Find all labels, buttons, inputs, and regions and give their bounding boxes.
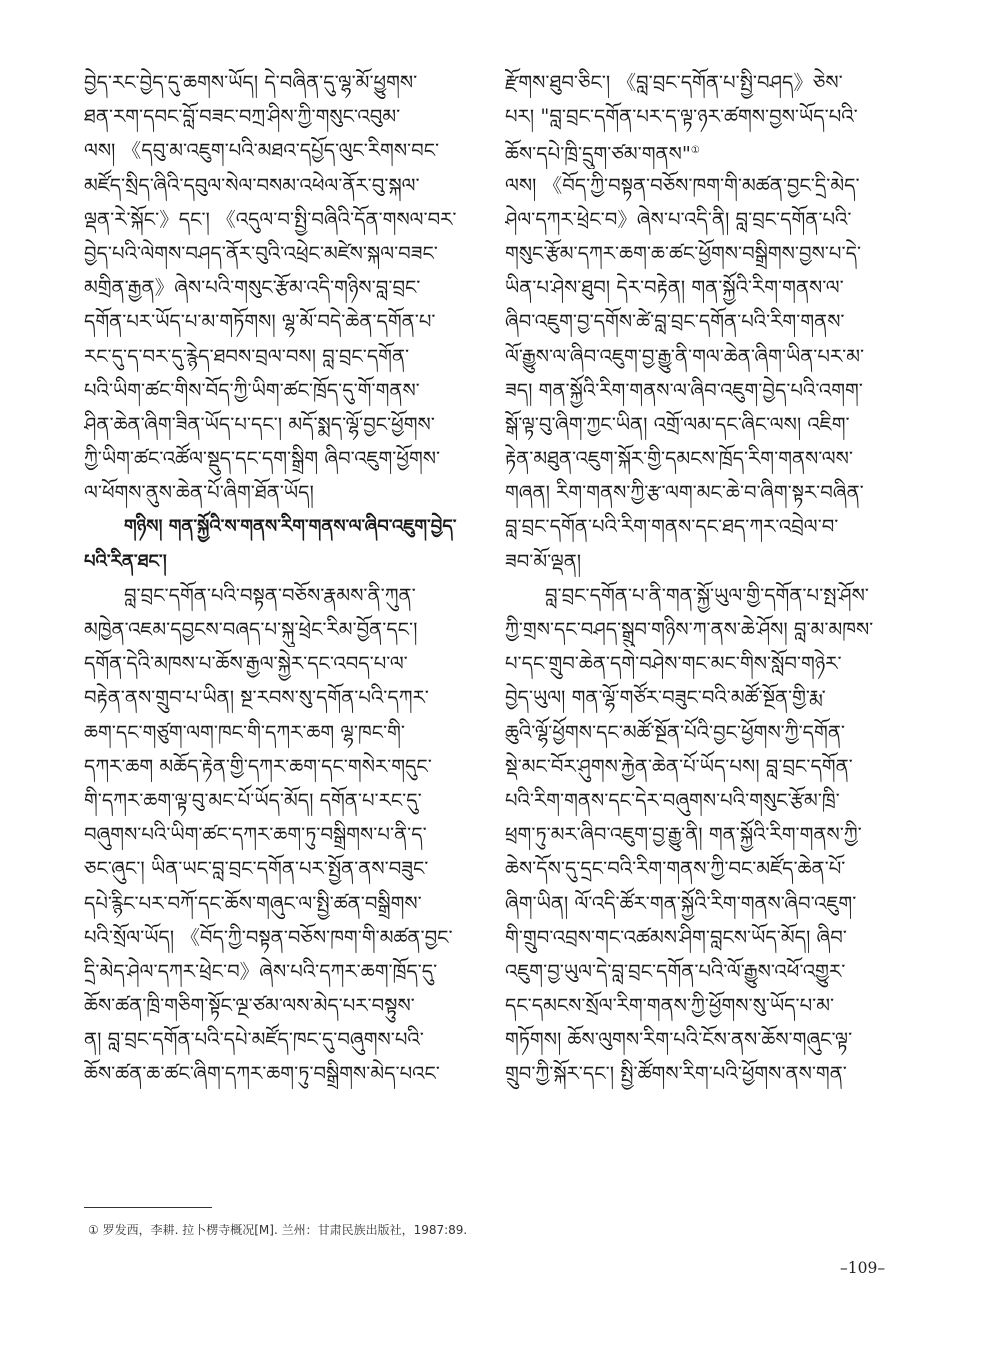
text-line: བཞུགས་པའི་ཡིག་ཚང་དཀར་ཆག་ཏུ་བསྒྲིགས་པ་ནི་ད་ [84, 823, 427, 847]
paragraph-2 [84, 579, 504, 1092]
text-line: ཞིབ་འཇུག་བྱ་དགོས་ཚེ་བླ་བྲང་དགོན་པའི་རིག་གནས་ [505, 310, 845, 334]
footnote-ref[interactable]: ① [690, 145, 700, 157]
text-line: བརྟེན་ནས་གྲུབ་པ་ཡིན། སྔ་རབས་སུ་དགོན་པའི་དཀར་ [84, 686, 429, 710]
text-line: གཞན། རིག་གནས་ཀྱི་རྩ་ལག་མང་ཆེ་བ་ཞིག་སྟར་བཞིན་ [505, 481, 864, 505]
text-line: རྫོགས་ཐུབ་ཅིང་། 《བླ་བྲང་དགོན་པ་སྤྱི་བཤད》ཅེས་ [505, 71, 843, 94]
text-line: པའི་ཡིག་ཚང་གིས་བོད་ཀྱི་ཡིག་ཚང་ཁྲོད་དུ་གོ་གནས་ [84, 378, 420, 402]
footnote [88, 1221, 467, 1238]
text-line: ཞིག་ཡིན། ལོ་འདི་ཚོར་གན་སྐྱོའི་རིག་གནས་ཞིབ་འཇུག་ [505, 891, 857, 915]
text-run: ཆོས་དཔེ་ཁྲི་དྲུག་ཙམ་གནས" [505, 142, 691, 166]
paragraph-4 [505, 579, 925, 1092]
paragraph-1 [84, 66, 504, 510]
text-line: སྡེ་མང་བོར་ཤུགས་རྐྱེན་ཆེན་པོ་ཡོད་པས། བླ་བྲང་དགོན་ [505, 754, 853, 778]
text-line: ཆོས་ཚན་ཆ་ཚང་ཞིག་དཀར་ཆག་ཏུ་བསྒྲིགས་མེད་པའང་ [84, 1062, 440, 1086]
section-heading [84, 510, 504, 578]
text-line: བྱེད་ཡུལ། གན་ལྷོ་གཙོར་བཟུང་བའི་མཚོ་སྔོན་གྱི་རྨ་ [505, 686, 826, 710]
footnote-divider [84, 1207, 212, 1208]
text-line: ཅང་ཞུང་། ཡིན་ཡང་བླ་བྲང་དགོན་པར་སྤྱོན་ནས་བཟུང་ [84, 857, 429, 881]
section-heading-line: གཉིས། གན་སྐྱོའི་ས་གནས་རིག་གནས་ལ་ཞིབ་འཇུག་བྱེད་ [124, 516, 457, 538]
text-line: ན། བླ་བྲང་དགོན་པའི་དཔེ་མཛོད་ཁང་དུ་བཞུགས་པའི་ [84, 1028, 424, 1052]
text-line: ཤིན་ཆེན་ཞིག་ཟིན་ཡོད་པ་དང་། མདོ་སྨད་ལྷོ་བྱང་ཕྱོགས་ [84, 412, 435, 436]
text-line: པར། "བླ་བྲང་དགོན་པར་ད་ལྟ་ཉར་ཚགས་བྱས་ཡོད་པའི་ [505, 105, 858, 129]
text-line: ཐན་རག་དབང་བློ་བཟང་བཀྲ་ཤིས་ཀྱི་གསུང་འབུམ་ [84, 105, 401, 129]
text-line: རང་དུ་ད་བར་དུ་རྙེད་ཐབས་བྲལ་བས། བླ་བྲང་དགོན་ [84, 344, 410, 368]
text-line: ལོ་རྒྱུས་ལ་ཞིབ་འཇུག་བྱ་རྒྱུ་ནི་གལ་ཆེན་ཞིག་ཡིན་པར་མ་ [505, 344, 865, 368]
text-line: དགོན་དེའི་མཁས་པ་ཆོས་རྒྱལ་སྐྱེར་དང་འབད་པ་ལ་ [84, 652, 408, 676]
text-line: ཟབ་མོ་ལྡན། [505, 549, 582, 573]
text-line: གཏོགས། ཆོས་ལུགས་རིག་པའི་ངོས་ནས་ཆོས་གཞུང་ལྟ་ [505, 1028, 853, 1052]
text-line: ཟད། གན་སྐྱོའི་རིག་གནས་ལ་ཞིབ་འཇུག་བྱེད་པའི་འགག་ [505, 378, 863, 402]
text-line: དང་དམངས་སྲོལ་རིག་གནས་ཀྱི་ཕྱོགས་སུ་ཡོད་པ་མ་ [505, 994, 835, 1018]
text-line: དཔེ་རྙིང་པར་བཀོ་དང་ཆོས་གཞུང་ལ་སྤྱི་ཚན་བསྒྲིགས་ [84, 891, 422, 915]
footnote-text: 罗发西，李耕. 拉卜楞寺概况[M]. 兰州：甘肃民族出版社，1987:89. [102, 1223, 468, 1237]
text-line: སྒོ་ལྟ་བུ་ཞིག་ཀྱང་ཡིན། འགྲོ་ལམ་དང་ཞིང་ལས། འཇིག་ [505, 412, 850, 436]
text-line: དྲི་མེད་ཤེལ་དཀར་ཕྲེང་བ》ཞེས་པའི་དཀར་ཆག་ཁྲོད་དུ་ [84, 959, 438, 983]
text-line [505, 134, 925, 168]
text-line: དཀར་ཆག མཆོད་རྟེན་གྱི་དཀར་ཆག་དང་གསེར་གདུང་ [84, 754, 432, 778]
text-line: གི་གྲུབ་འབྲས་གང་འཚམས་ཤིག་བླངས་ཡོད་མོད། ཞིབ་ [505, 925, 847, 949]
text-line: ཀྱི་གྲས་དང་བཤད་སྒྲུབ་གཉིས་ཀ་ནས་ཆེ་ཤོས། བླ་མ་མཁས་ [505, 618, 874, 641]
text-line: བླ་བྲང་དགོན་པའི་རིག་གནས་དང་ཐད་ཀར་འབྲེལ་བ་ [505, 515, 839, 539]
text-line: གྲུབ་ཀྱི་སྐོར་དང་། སྤྱི་ཚོགས་རིག་པའི་ཕྱོགས་ནས་གན་ [505, 1062, 847, 1086]
text-line: བྱེད་པའི་ལེགས་བཤད་ནོར་བུའི་འཕྲེང་མཛེས་སྐལ་བཟང་ [84, 241, 438, 265]
text-line: ཆོས་ཚན་ཁྲི་གཅིག་སྟོང་ལྔ་ཙམ་ལས་མེད་པར་བསྟུས་ [84, 994, 415, 1018]
text-line: གསུང་རྩོམ་དཀར་ཆག་ཆ་ཚང་ཕྱོགས་བསྒྲིགས་བྱས་པ་དེ་ [505, 241, 862, 265]
paragraph-3 [505, 66, 925, 579]
text-line: ལས། 《དབུ་མ་འཇུག་པའི་མཐའ་དཔྱོད་ལུང་རིགས་བང་ [84, 139, 440, 163]
text-line: ཆེས་དོས་དུ་དྲང་བའི་རིག་གནས་ཀྱི་བང་མཛོད་ཆེན་པོ་ [505, 857, 846, 881]
footnote-marker: ① [88, 1223, 99, 1237]
text-line: མཁྱེན་འཇམ་དབྱངས་བཞད་པ་སྐུ་ཕྲེང་རིམ་བྱོན་དང་། [84, 618, 418, 641]
section-heading-line: པའི་རིན་ཐང་། [84, 550, 167, 572]
text-line: ཡིན་པ་ཤེས་ཐུབ། དེར་བརྟེན། གན་སྐྱོའི་རིག་གནས་ལ་ [505, 276, 844, 300]
text-line: ཆུའི་ལྷོ་ཕྱོགས་དང་མཚོ་སྔོན་པོའི་བྱང་ཕྱོགས་ཀྱི་དགོན་ [505, 720, 846, 744]
text-line: རྟེན་མཐུན་འཇུག་སྐོར་གྱི་དམངས་ཁྲོད་རིག་གནས་ལས་ [505, 447, 853, 471]
left-column [84, 66, 504, 1092]
text-line: ཀྱི་ཡིག་ཚང་འཚོལ་སྡུད་དང་དག་སྒྲིག ཞིབ་འཇུག་ཕྱོགས་ [84, 447, 441, 471]
text-line: པའི་རིག་གནས་དང་དེར་བཞུགས་པའི་གསུང་རྩོམ་ཁྲི་ [505, 788, 840, 812]
text-line: བྱེད་རང་བྱེད་དུ་ཆགས་ཡོད། དེ་བཞིན་དུ་ལྷ་མོ་ཕྱུགས་ [84, 71, 418, 94]
text-line: དགོན་པར་ཡོད་པ་མ་གཏོགས། ལྷ་མོ་བདེ་ཆེན་དགོན་པ་ [84, 310, 436, 334]
text-line: གི་དཀར་ཆག་ལྟ་བུ་མང་པོ་ཡོད་མོད། དགོན་པ་རང་དུ་ [84, 788, 422, 812]
text-line: ཆག་དང་གཙུག་ལག་ཁང་གི་དཀར་ཆག ལྷ་ཁང་གི་ [84, 720, 406, 744]
text-line: ལྡན་རེ་སྐོང་》དང་། 《འདུལ་བ་སྤྱི་བཞིའི་དོན་གསལ་བར་ [84, 207, 457, 231]
text-line: པ་དང་གྲུབ་ཆེན་དགེ་བཤེས་གང་མང་གིས་སློབ་གཉེར་ [505, 652, 842, 676]
text-line: བླ་བྲང་དགོན་པ་ནི་གན་སྐྱོ་ཡུལ་གྱི་དགོན་པ་སྤ་ཤོས་ [545, 583, 869, 607]
page-number: –109– [840, 1259, 886, 1277]
text-line: མཛོད་སྲིད་ཞིའི་དབུལ་སེལ་བསམ་འཕེལ་ནོར་བུ་སྐལ་ [84, 173, 420, 197]
text-line: ཤེལ་དཀར་ཕྲེང་བ》ཞེས་པ་འདི་ནི། བླ་བྲང་དགོན་པའི་ [505, 207, 852, 231]
text-line: མགྲིན་རྒྱན》ཞེས་པའི་གསུང་རྩོམ་འདི་གཉིས་བླ་བྲང་ [84, 276, 421, 300]
text-line: བླ་བྲང་དགོན་པའི་བསྟན་བཅོས་རྣམས་ནི་ཀུན་ [124, 583, 416, 607]
text-line: ལས། 《བོད་ཀྱི་བསྟན་བཅོས་ཁག་གི་མཚན་བྱང་དྲི་མེད་ [505, 173, 860, 197]
text-line: པའི་སྲོལ་ཡོད། 《བོད་ཀྱི་བསྟན་བཅོས་ཁག་གི་མཚན་བྱང་ [84, 925, 453, 949]
right-column [505, 66, 925, 1092]
text-line: འཇུག་བྱ་ཡུལ་དེ་བླ་བྲང་དགོན་པའི་ལོ་རྒྱུས་འཕོ་འགྱུར་ [505, 959, 846, 983]
text-line: ལ་ཕོགས་ནུས་ཆེན་པོ་ཞིག་ཐོན་ཡོད། [84, 481, 314, 505]
text-line: ཕྲག་ཏུ་མར་ཞིབ་འཇུག་བྱ་རྒྱུ་ནི། གན་སྐྱོའི་རིག་གནས་ཀྱི་ [505, 823, 862, 847]
